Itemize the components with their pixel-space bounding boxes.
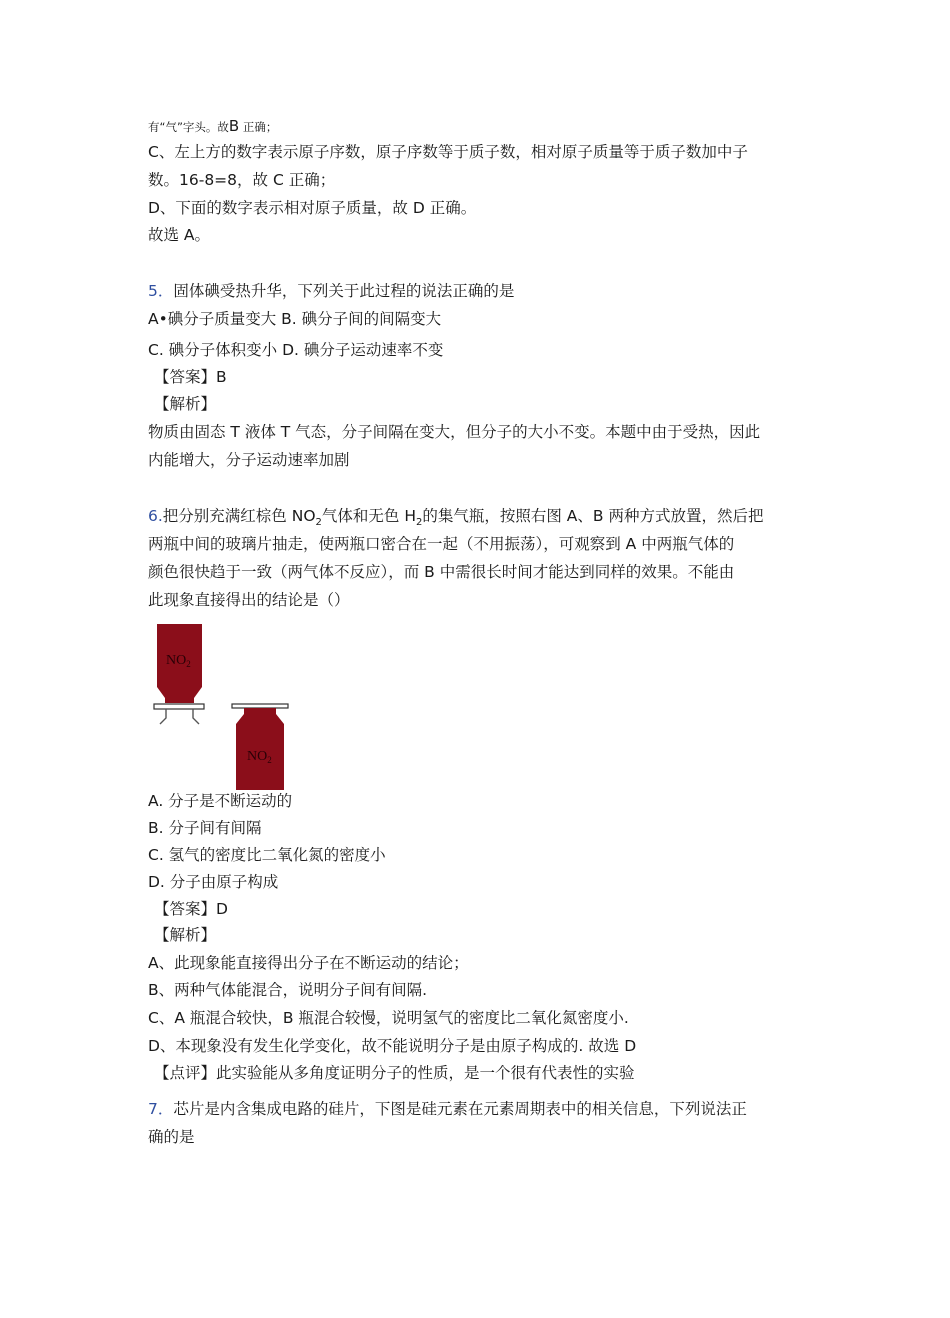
q7-stem-line2: 确的是 [148, 1128, 195, 1146]
q4-line-b-suffix: 正确； [239, 120, 278, 134]
q6-analysis-line-a: A、此现象能直接得出分子在不断运动的结论； [148, 954, 469, 972]
q6-no2-subscript: 2 [315, 517, 322, 529]
q5-options-row2: C. 碘分子体积变小 D. 碘分子运动速率不变 [148, 341, 444, 359]
q4-line-c2: 数。16-8=8，故 C 正确； [148, 171, 336, 189]
q5-number: 5． [148, 282, 174, 300]
bottle-b-shoulder [236, 714, 284, 724]
q6-analysis-line-d: D、本现象没有发生化学变化，故不能说明分子是由原子构成的. 故选 D [148, 1037, 637, 1055]
q4-line-c1: C、左上方的数字表示原子序数，原子序数等于质子数，相对原子质量等于质子数加中子 [148, 143, 748, 161]
q7-stem-line1 [148, 1099, 747, 1119]
bottle-b-label: $NO_2$ [247, 749, 272, 765]
q7-stem-text: 芯片是内含集成电路的硅片，下图是硅元素在元素周期表中的相关信息，下列说法正 [173, 1100, 747, 1118]
q4-conclusion: 故选 A。 [148, 226, 211, 244]
q6-answer: 【答案】D [154, 900, 228, 918]
q6-number: 6. [148, 507, 163, 525]
q4-line-b-letter: B [228, 117, 240, 135]
q6-stem-line3: 颜色很快趋于一致（两气体不反应），而 B 中需很长时间才能达到同样的效果。不能由 [148, 563, 735, 581]
q4-line-d: D、下面的数字表示相对原子质量，故 D 正确。 [148, 199, 477, 217]
bottle-a-shoulder [157, 687, 202, 698]
q6-stem-line1 [148, 506, 763, 533]
q5-analysis-line1: 物质由固态 T 液体 T 气态，分子间隔在变大，但分子的大小不变。本题中由于受热，因此 [148, 423, 761, 441]
glass-plate-a [154, 704, 204, 709]
q6-analysis-line-b: B、两种气体能混合，说明分子间有间隔. [148, 981, 428, 999]
q6-stem-line2: 两瓶中间的玻璃片抽走，使两瓶口密合在一起（不用振荡），可观察到 A 中两瓶气体的 [148, 535, 735, 553]
q6-stem-part-a: 把分别充满红棕色 NO [162, 507, 316, 525]
q4-line-b-prefix: 有“气”字头。故 [148, 120, 229, 134]
q6-h2-subscript: 2 [416, 517, 423, 529]
q6-option-a: A. 分子是不断运动的 [148, 792, 293, 810]
q6-comment: 【点评】此实验能从多角度证明分子的性质，是一个很有代表性的实验 [154, 1064, 635, 1082]
q6-option-d: D. 分子由原子构成 [148, 873, 279, 891]
bottle-a-label: $NO_2$ [166, 653, 191, 669]
bottle-a-neck [165, 698, 194, 703]
glass-plate-b [232, 704, 288, 708]
gas-bottles-figure [150, 622, 290, 792]
q6-option-c: C. 氢气的密度比二氧化氮的密度小 [148, 846, 386, 864]
bottle-b-neck [244, 708, 276, 714]
q5-options-row1: A•碘分子质量变大 B. 碘分子间的间隔变大 [148, 310, 442, 328]
bottle-b-upper-neck-right [193, 709, 199, 724]
q6-stem-line4: 此现象直接得出的结论是（） [148, 591, 350, 609]
q6-option-b: B. 分子间有间隔 [148, 819, 262, 837]
q6-stem-part-b: 气体和无色 H [321, 507, 416, 525]
q5-stem [148, 281, 514, 301]
q5-analysis-line2: 内能增大，分子运动速率加剧 [148, 451, 350, 469]
q6-stem-part-c: 的集气瓶，按照右图 A、B 两种方式放置，然后把 [422, 507, 764, 525]
q4-line-b [148, 116, 277, 137]
q6-analysis-line-c: C、A 瓶混合较快，B 瓶混合较慢，说明氢气的密度比二氧化氮密度小. [148, 1009, 629, 1027]
q6-analysis-heading: 【解析】 [154, 926, 217, 944]
bottle-b-upper-neck-left [160, 709, 166, 724]
q5-stem-text: 固体碘受热升华，下列关于此过程的说法正确的是 [173, 282, 515, 300]
q7-number: 7． [148, 1100, 174, 1118]
q5-analysis-heading: 【解析】 [154, 395, 217, 413]
q5-answer: 【答案】B [154, 368, 227, 386]
